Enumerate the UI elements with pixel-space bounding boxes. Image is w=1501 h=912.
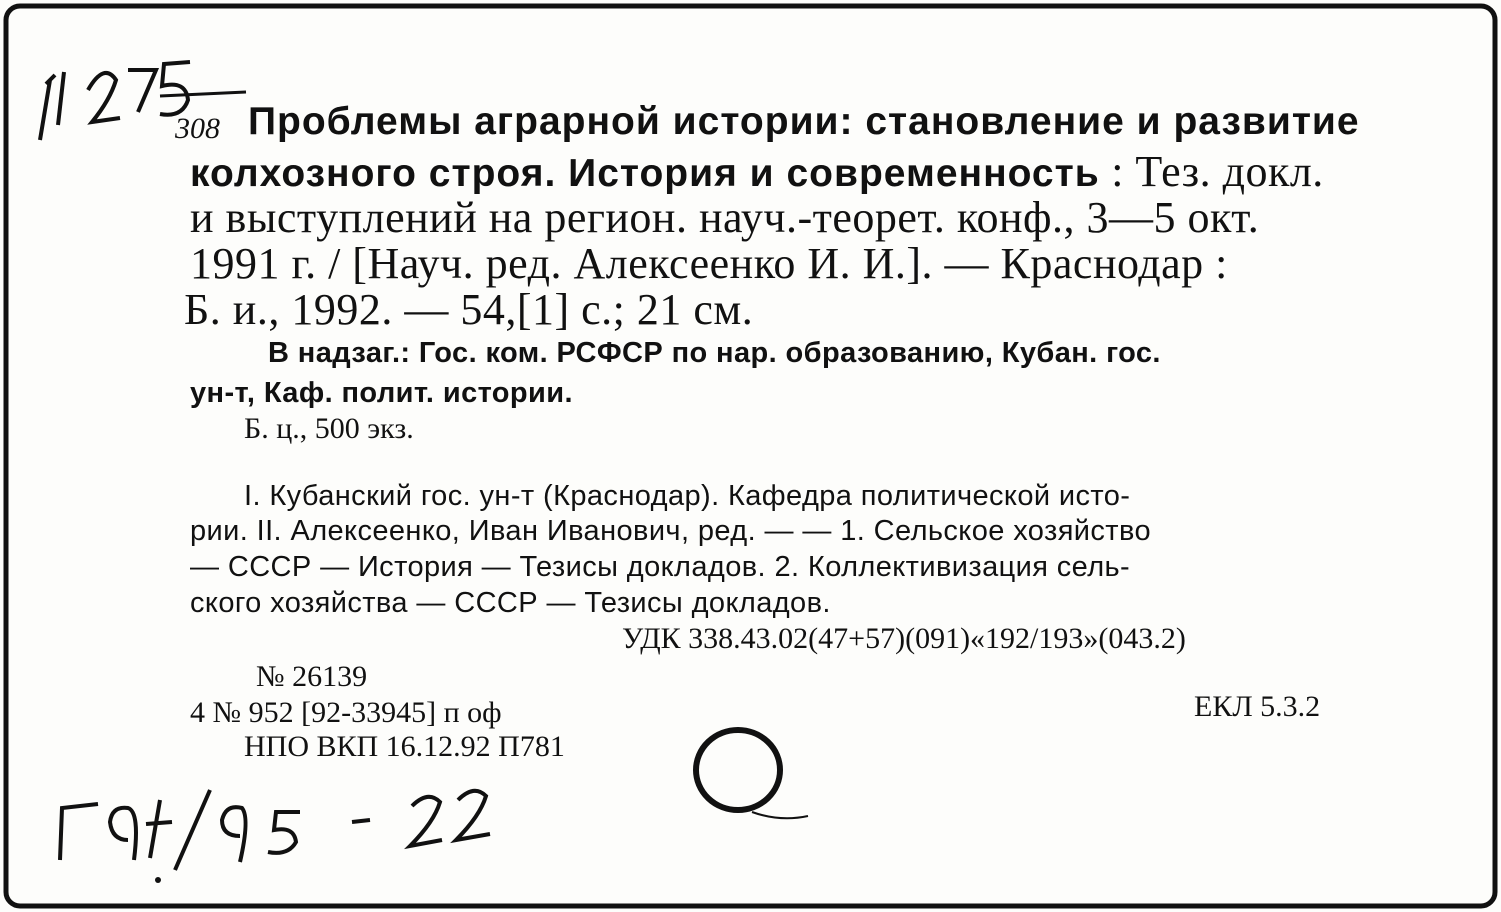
note-header-line-1: В надзаг.: Гос. ком. РСФСР по нар. образованию, Кубан. гос. [268, 337, 1161, 369]
tracing-line-2: рии. II. Алексеенко, Иван Иванович, ред. — — 1. Сельское хозяйство [190, 515, 1151, 547]
printer-info: НПО ВКП 16.12.92 П781 [244, 730, 565, 763]
card-number: № 26139 [256, 660, 368, 693]
title-line-2-bold: колхозного строя. История и современность [190, 152, 1100, 195]
entry-line-3: и выступлений на регион. науч.-теорет. конф., 3—5 окт. [190, 193, 1260, 242]
ekl-code: ЕКЛ 5.3.2 [1194, 690, 1321, 723]
entry-line-5: Б. и., 1992. — 54,[1] с.; 21 см. [184, 285, 754, 334]
udk-classification: УДК 338.43.02(47+57)(091)«192/193»(043.2) [622, 622, 1186, 655]
tracing-line-4: ского хозяйства — СССР — Тезисы докладов. [190, 587, 831, 619]
order-number: 4 № 952 [92-33945] п оф [190, 696, 502, 729]
title-line-1: Проблемы аграрной истории: становление и развитие [248, 100, 1360, 143]
note-header-line-2: ун-т, Каф. полит. истории. [190, 377, 573, 409]
note-price: Б. ц., 500 экз. [244, 412, 414, 445]
title-line-2 [190, 146, 1324, 197]
tracing-line-1: I. Кубанский гос. ун-т (Краснодар). Кафедра политической исто- [244, 480, 1131, 512]
title-line-2-rest: : Тез. докл. [1099, 147, 1324, 196]
tracing-line-3: — СССР — История — Тезисы докладов. 2. Коллективизация сель- [190, 551, 1131, 583]
svg-text:308: 308 [175, 112, 220, 145]
entry-line-4: 1991 г. / [Науч. ред. Алексеенко И. И.]. — Краснодар : [190, 239, 1228, 288]
